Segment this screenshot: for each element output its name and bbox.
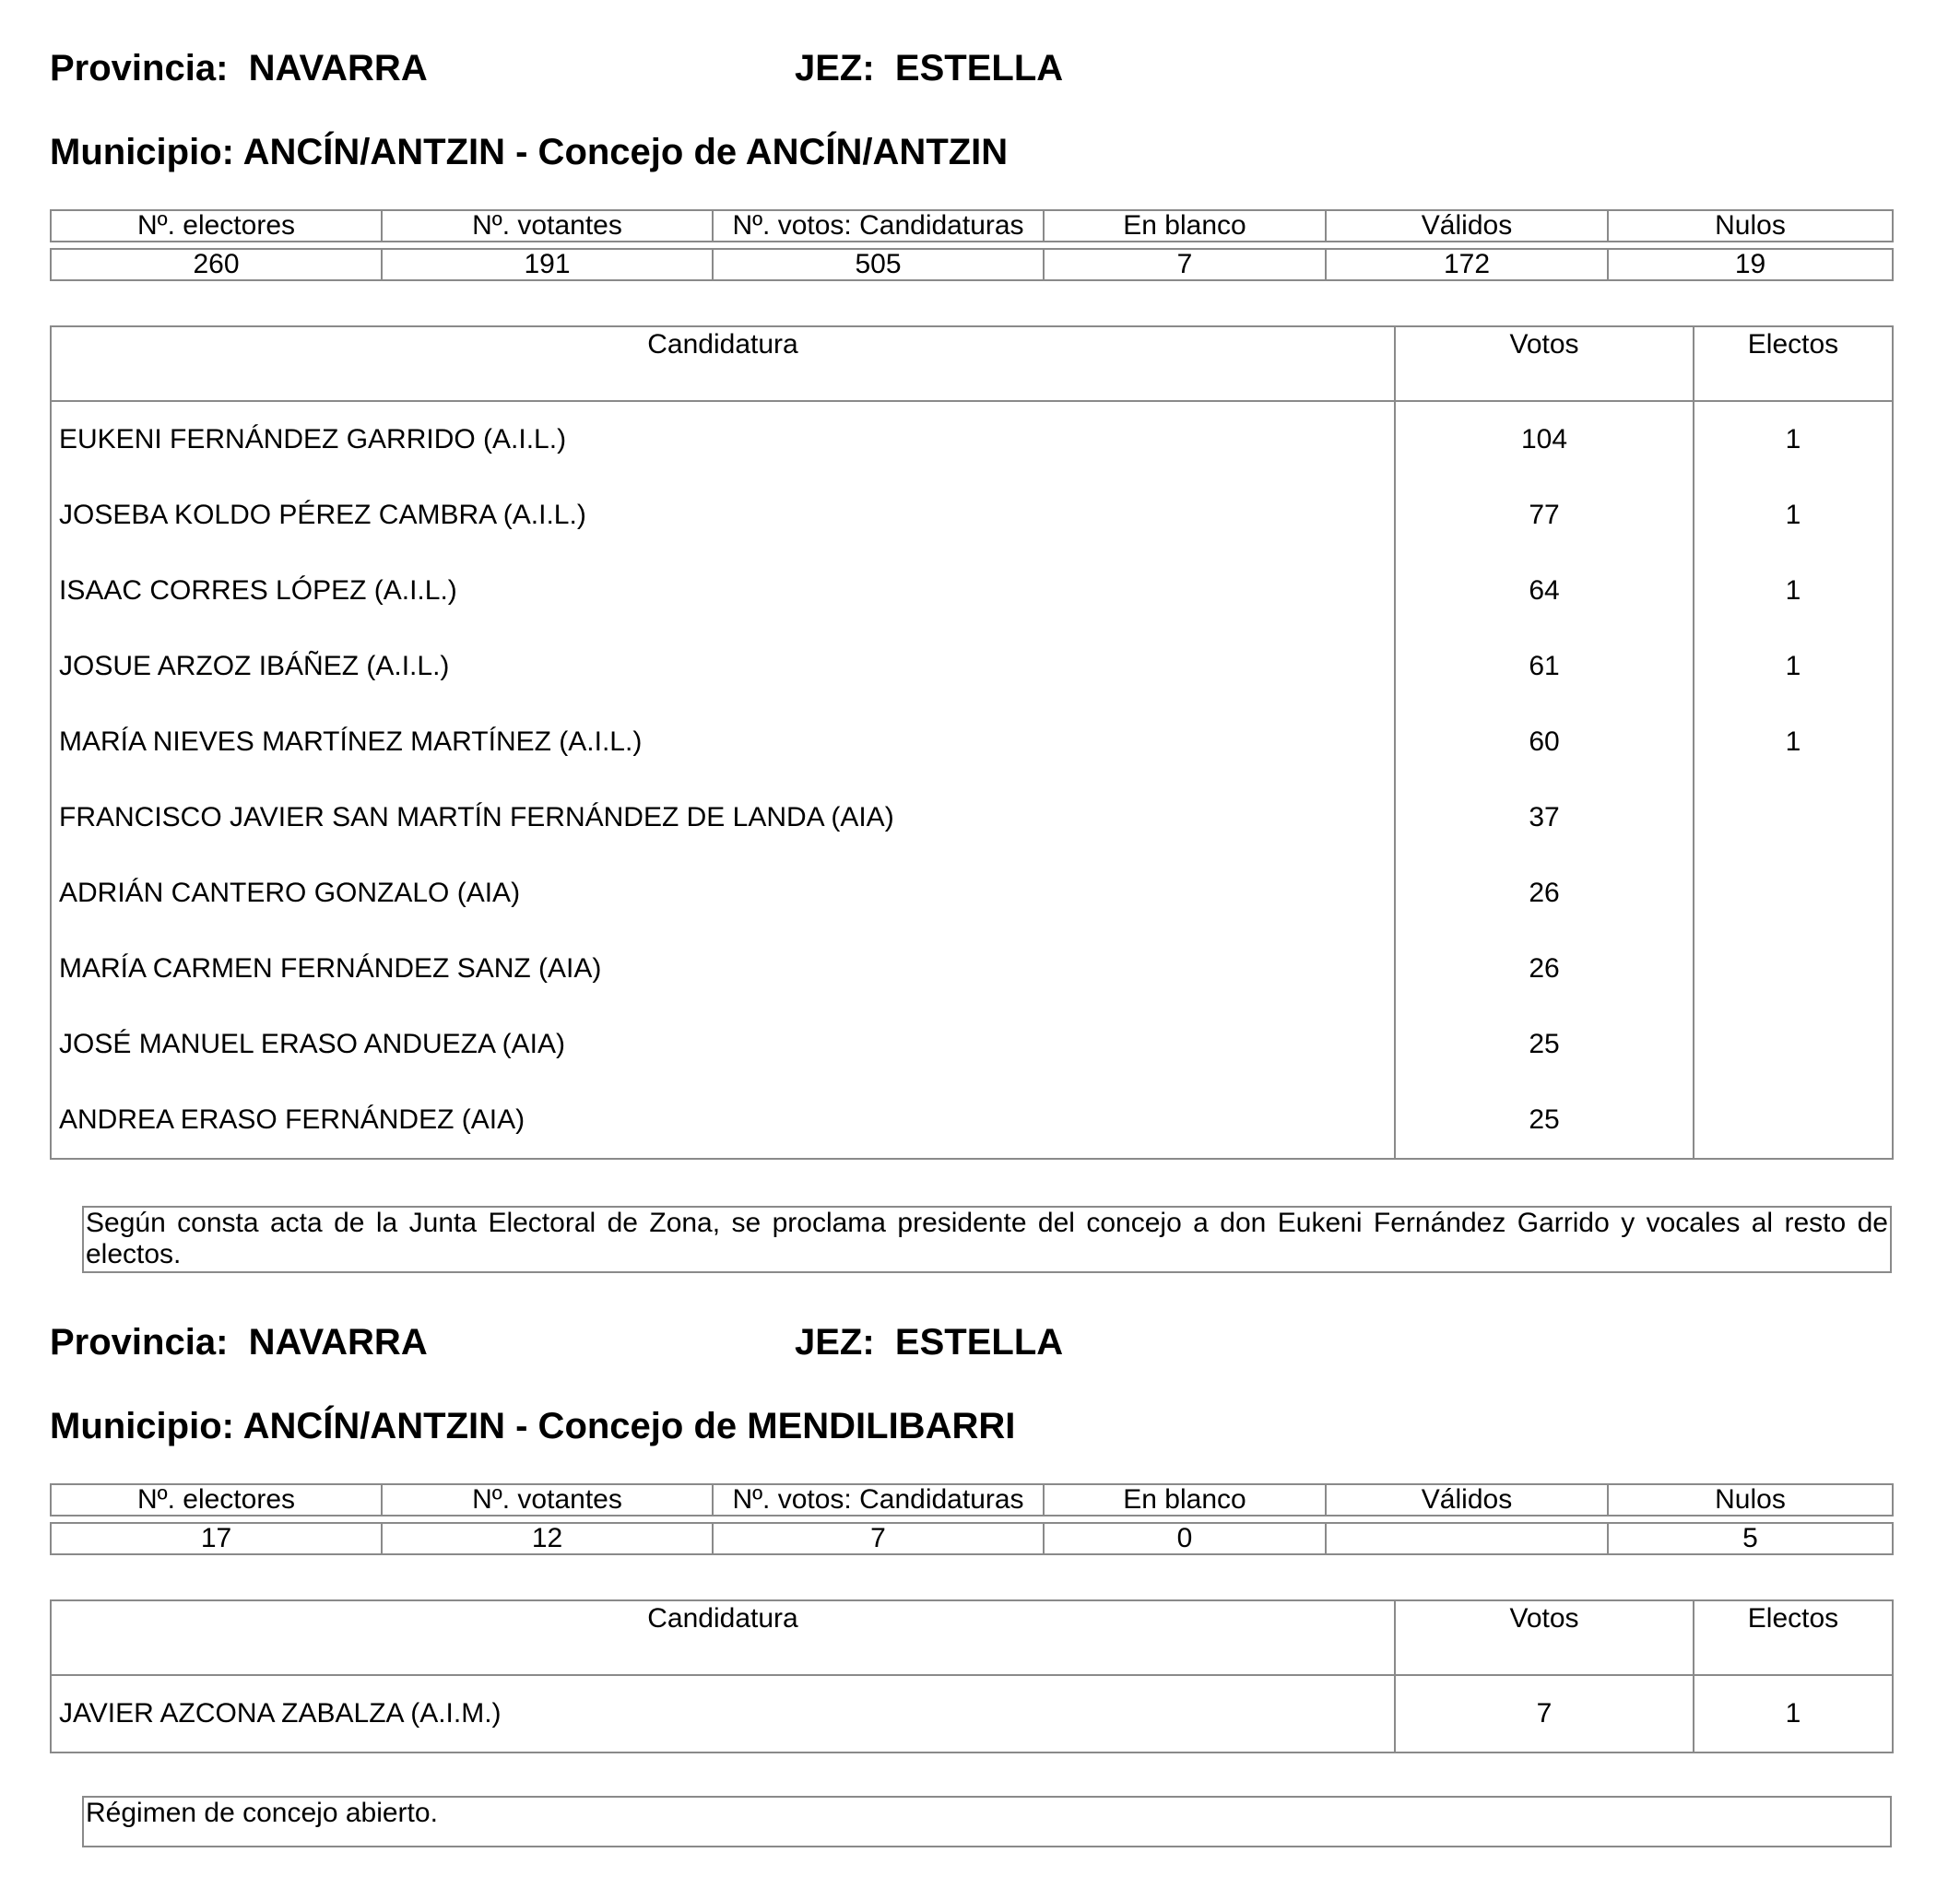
header-candidatura: Candidatura <box>51 1600 1395 1675</box>
header-votos-candidaturas: Nº. votos: Candidaturas <box>713 1484 1044 1516</box>
header-validos: Válidos <box>1326 210 1608 242</box>
header-validos: Válidos <box>1326 1484 1608 1516</box>
value-nulos: 19 <box>1608 249 1893 280</box>
header-votos: Votos <box>1395 1600 1694 1675</box>
municipio-title-2: Municipio: ANCÍN/ANTZIN - Concejo de MENDILIBARRI <box>50 1406 1016 1446</box>
candidate-elected <box>1694 931 1893 1007</box>
candidate-name: JOSUE ARZOZ IBÁÑEZ (A.I.L.) <box>59 651 450 681</box>
value-en-blanco: 7 <box>1044 249 1326 280</box>
candidate-votes: 26 <box>1395 931 1694 1007</box>
candidate-votes: 37 <box>1395 780 1694 856</box>
candidate-elected <box>1694 856 1893 931</box>
jez-label: JEZ: <box>795 48 875 89</box>
candidates-header-row <box>51 326 1893 401</box>
candidate-name: JOSEBA KOLDO PÉREZ CAMBRA (A.I.L.) <box>59 500 586 530</box>
value-electores: 260 <box>51 249 382 280</box>
candidate-votes: 25 <box>1395 1082 1694 1159</box>
header-votos: Votos <box>1395 326 1694 401</box>
candidate-elected: 1 <box>1694 478 1893 553</box>
table-row <box>51 856 1893 931</box>
value-en-blanco: 0 <box>1044 1523 1326 1554</box>
candidate-name: EUKENI FERNÁNDEZ GARRIDO (A.I.L.) <box>59 424 567 454</box>
provincia-heading-2 <box>50 1320 428 1364</box>
jez-heading-1 <box>795 46 1063 90</box>
candidate-elected <box>1694 1007 1893 1082</box>
candidate-name: ISAAC CORRES LÓPEZ (A.I.L.) <box>59 575 457 606</box>
candidate-elected: 1 <box>1694 704 1893 780</box>
candidate-name: ADRIÁN CANTERO GONZALO (AIA) <box>59 878 521 908</box>
candidate-elected <box>1694 780 1893 856</box>
table-row <box>51 478 1893 553</box>
jez-label: JEZ: <box>795 1322 875 1363</box>
header-votantes: Nº. votantes <box>382 1484 713 1516</box>
header-votos-candidaturas: Nº. votos: Candidaturas <box>713 210 1044 242</box>
table-row <box>51 1082 1893 1159</box>
summary-header-table-1 <box>50 209 1894 242</box>
value-validos: 172 <box>1326 249 1608 280</box>
provincia-value: NAVARRA <box>248 1322 428 1363</box>
candidates-header-row <box>51 1600 1893 1675</box>
header-candidatura: Candidatura <box>51 326 1395 401</box>
candidate-votes: 60 <box>1395 704 1694 780</box>
header-nulos: Nulos <box>1608 210 1893 242</box>
table-row <box>51 1007 1893 1082</box>
header-electores: Nº. electores <box>51 210 382 242</box>
proclamation-note: Según consta acta de la Junta Electoral de Zona, se proclama presidente del concejo a don Eukeni Fernández Garrido y vocales al resto de electos. <box>82 1206 1892 1273</box>
header-nulos: Nulos <box>1608 1484 1893 1516</box>
candidate-votes: 64 <box>1395 553 1694 629</box>
candidate-name: JAVIER AZCONA ZABALZA (A.I.M.) <box>59 1698 502 1729</box>
provincia-label: Provincia: <box>50 48 229 89</box>
jez-heading-2 <box>795 1320 1063 1364</box>
candidate-elected <box>1694 1082 1893 1159</box>
table-row <box>51 704 1893 780</box>
provincia-label: Provincia: <box>50 1322 229 1363</box>
regime-note: Régimen de concejo abierto. <box>82 1796 1892 1847</box>
summary-header-row <box>51 210 1893 242</box>
summary-header-row <box>51 1484 1893 1516</box>
header-en-blanco: En blanco <box>1044 1484 1326 1516</box>
table-row <box>51 780 1893 856</box>
header-electores: Nº. electores <box>51 1484 382 1516</box>
candidates-table-2 <box>50 1599 1894 1753</box>
value-nulos: 5 <box>1608 1523 1893 1554</box>
table-row <box>51 553 1893 629</box>
table-row <box>51 1675 1893 1752</box>
candidate-votes: 61 <box>1395 629 1694 704</box>
value-validos <box>1326 1523 1608 1554</box>
candidate-elected: 1 <box>1694 629 1893 704</box>
provincia-value: NAVARRA <box>248 48 428 89</box>
candidate-name: FRANCISCO JAVIER SAN MARTÍN FERNÁNDEZ DE LANDA (AIA) <box>59 802 894 832</box>
table-row <box>51 629 1893 704</box>
value-votos-candidaturas: 505 <box>713 249 1044 280</box>
provincia-heading-1 <box>50 46 428 90</box>
candidate-elected: 1 <box>1694 1675 1893 1752</box>
candidate-votes: 77 <box>1395 478 1694 553</box>
summary-values-table-1 <box>50 248 1894 281</box>
header-electos: Electos <box>1694 326 1893 401</box>
candidate-name: MARÍA CARMEN FERNÁNDEZ SANZ (AIA) <box>59 953 602 984</box>
summary-values-table-2 <box>50 1522 1894 1555</box>
value-votos-candidaturas: 7 <box>713 1523 1044 1554</box>
candidate-name: JOSÉ MANUEL ERASO ANDUEZA (AIA) <box>59 1029 566 1059</box>
jez-value: ESTELLA <box>894 48 1064 89</box>
candidate-elected: 1 <box>1694 553 1893 629</box>
candidates-table-1 <box>50 325 1894 1160</box>
jez-value: ESTELLA <box>894 1322 1064 1363</box>
summary-values-row <box>51 1523 1893 1554</box>
header-electos: Electos <box>1694 1600 1893 1675</box>
value-votantes: 191 <box>382 249 713 280</box>
value-electores: 17 <box>51 1523 382 1554</box>
summary-values-row <box>51 249 1893 280</box>
candidate-name: ANDREA ERASO FERNÁNDEZ (AIA) <box>59 1104 525 1135</box>
candidate-votes: 25 <box>1395 1007 1694 1082</box>
table-row <box>51 401 1893 478</box>
table-row <box>51 931 1893 1007</box>
candidate-votes: 7 <box>1395 1675 1694 1752</box>
summary-header-table-2 <box>50 1483 1894 1516</box>
candidate-votes: 26 <box>1395 856 1694 931</box>
candidate-votes: 104 <box>1395 401 1694 478</box>
candidate-elected: 1 <box>1694 401 1893 478</box>
header-votantes: Nº. votantes <box>382 210 713 242</box>
value-votantes: 12 <box>382 1523 713 1554</box>
candidate-name: MARÍA NIEVES MARTÍNEZ MARTÍNEZ (A.I.L.) <box>59 726 643 757</box>
header-en-blanco: En blanco <box>1044 210 1326 242</box>
municipio-title-1: Municipio: ANCÍN/ANTZIN - Concejo de ANCÍN/ANTZIN <box>50 132 1009 172</box>
